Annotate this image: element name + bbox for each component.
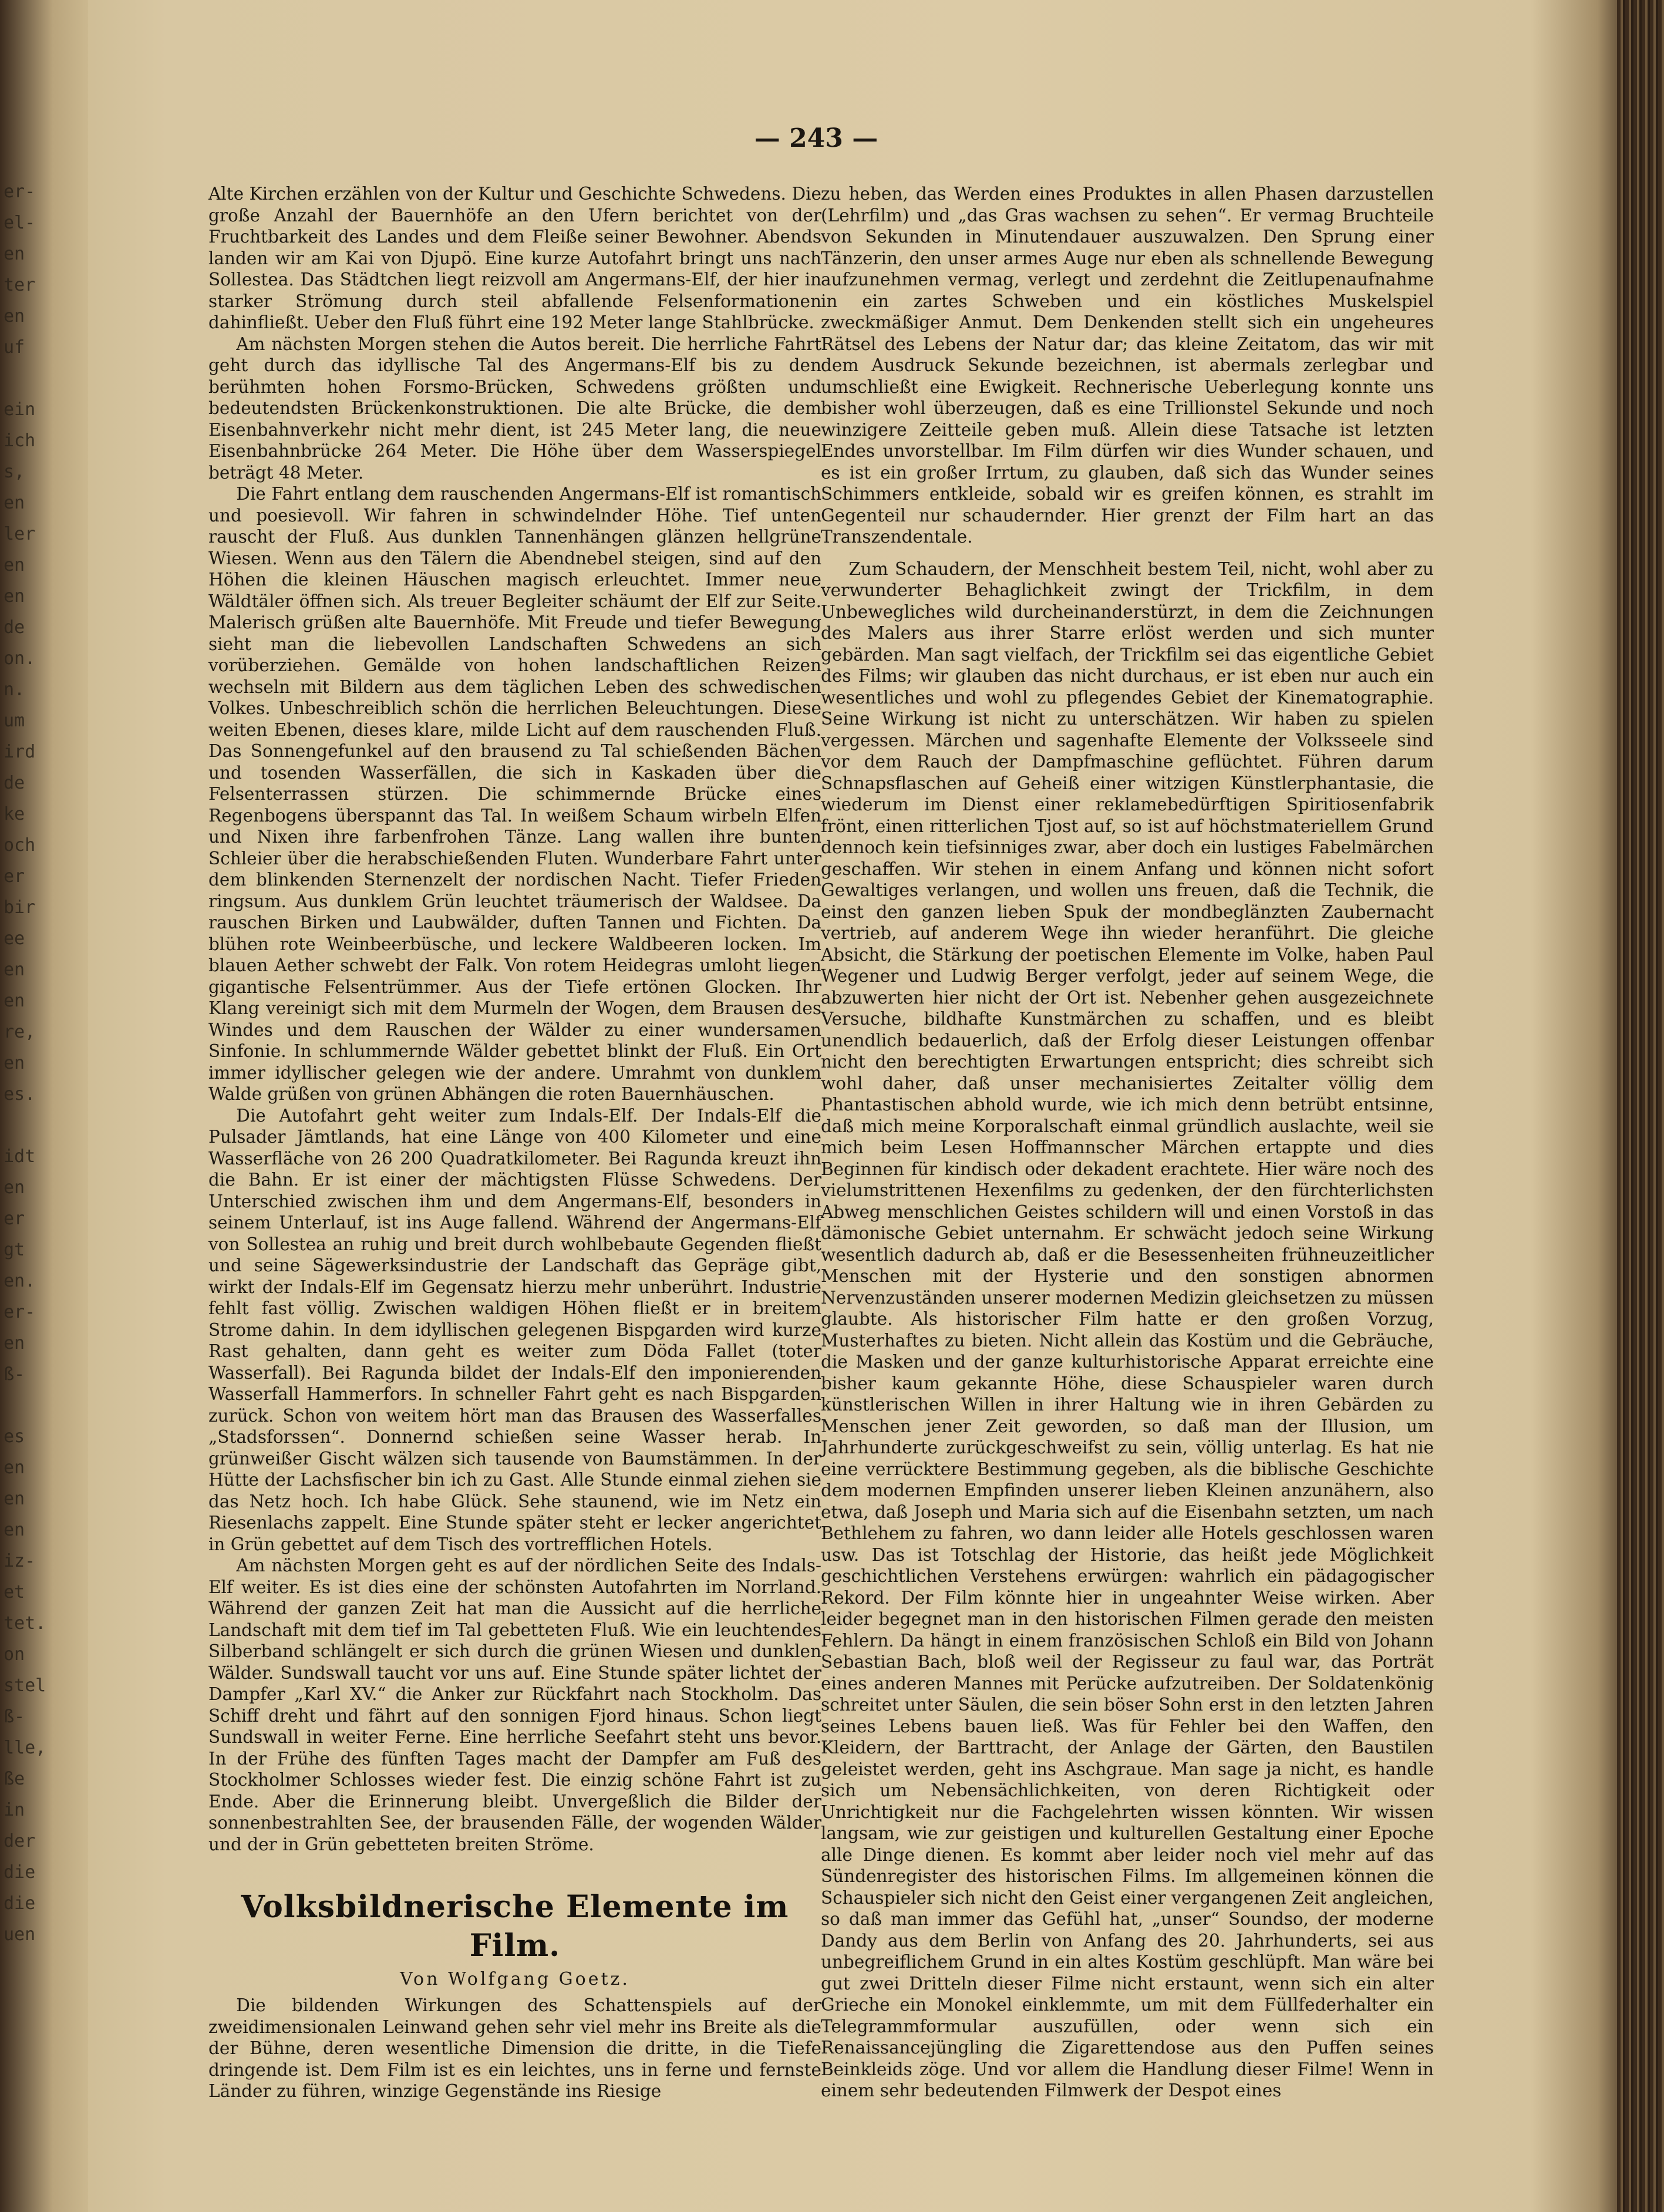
book-binding-edge <box>1617 0 1664 2212</box>
page-number: — 243 — <box>754 123 878 153</box>
facing-page-fragments: er- el- en ter en uf ein ich s, en ler en en de on. n. um ird de ke och er bir ee en en re, en es. idt en er gt en. er- en ß- es en en en iz- et tet. on stel ß- lle, ße in der die die uen <box>4 181 46 1945</box>
paragraph: zu heben, das Werden eines Produktes in allen Phasen darzustellen (Lehrfilm) und „das Gras wachsen zu sehen“. Er vermag Bruchteile von Sekunden in Minutendauer auszuwalzen. Den Sprung einer Tänzerin, den unser armes Auge nur eben als schnellende Bewegung aufzunehmen vermag, verlegt und zerdehnt die Zeitlupenaufnahme in ein zartes Schweben und ein köstliches Muskelspiel zweckmäßiger Anmut. Dem Denkenden stellt sich ein ungeheures Rätsel des Lebens der Natur dar; das kleine Zeitatom, das wir mit dem Ausdruck Sekunde bezeichnen, ist abermals zerlegbar und umschließt eine Ewigkeit. Rechnerische Ueberlegung konnte uns bisher wohl überzeugen, daß es eine Trillionstel Sekunde und noch winzigere Zeitteile geben muß. Allein diese Tatsache ist letzten Endes unvorstellbar. Im Film dürfen wir dies Wunder schauen, und es ist ein großer Irrtum, zu glauben, daß sich das Wunder seines Schimmers entkleide, sobald wir es greifen können, es strahlt im Gegenteil nur schaudernder. Hier grenzt der Film hart an das Transzendentale. <box>821 184 1434 547</box>
paragraph: Alte Kirchen erzählen von der Kultur und Geschichte Schwedens. Die große Anzahl der Bauernhöfe an den Ufern berichtet von der Fruchtbarkeit des Landes und dem Fleiße seiner Bewohner. Abends landen wir am Kai von Djupö. Eine kurze Autofahrt bringt uns nach Sollestea. Das Städtchen liegt reizvoll am Angermans-Elf, der hier in starker Strömung durch steil abfallende Felsenformationen dahinfließt. Ueber den Fluß führt eine 192 Meter lange Stahlbrücke. <box>208 184 821 332</box>
right-column <box>821 183 1434 2102</box>
paragraph: Die Autofahrt geht weiter zum Indals-Elf. Der Indals-Elf die Pulsader Jämtlands, hat eine Länge von 400 Kilometer und eine Wasserfläche von 26 200 Quadratkilometer. Bei Ragunda kreuzt ihn die Bahn. Er ist einer der mächtigsten Flüsse Schwedens. Der Unterschied zwischen ihm und dem Angermans-Elf, besonders in seinem Unterlauf, ist ins Auge fallend. Während der Angermans-Elf von Sollestea an ruhig und breit durch wohlbebaute Gegenden fließt und seine Sägewerksindustrie der Landschaft das Gepräge gibt, wirkt der Indals-Elf im Gegensatz hierzu mehr unberührt. Industrie fehlt fast völlig. Zwischen waldigen Höhen fließt er in breitem Strome dahin. In dem idyllischen gelegenen Bispgarden wird kurze Rast gehalten, dann geht es weiter zum Döda Fallet (toter Wasserfall). Bei Ragunda bildet der Indals-Elf den imponierenden Wasserfall Hammerfors. In schneller Fahrt geht es nach Bispgarden zurück. Schon von weitem hört man das Brausen des Wasserfalles „Stadsforssen“. Donnernd schießen seine Wasser herab. In grünweißer Gischt wälzen sich tausende von Baumstämmen. In der Hütte der Lachsfischer bin ich zu Gast. Alle Stunde einmal ziehen sie das Netz hoch. Ich habe Glück. Sehe staunend, wie im Netz ein Riesenlachs zappelt. Eine Stunde später steht er lecker angerichtet in Grün gebettet auf dem Tisch des vortrefflichen Hotels. <box>208 1105 821 1554</box>
article-byline: Von Wolfgang Goetz. <box>400 1969 630 1989</box>
paragraph: Zum Schaudern, der Menschheit bestem Teil, nicht, wohl aber zu verwunderter Behaglichkeit zwingt der Trickfilm, in dem Unbewegliches wild durcheinanderstürzt, in dem die Zeichnungen des Malers aus ihrer Starre erlöst werden und sich munter gebärden. Man sagt vielfach, der Trickfilm sei das eigentliche Gebiet des Films; wir glauben das nicht durchaus, er ist eben nur auch ein wesentliches und wohl zu pflegendes Gebiet der Kinematographie. Seine Wirkung ist nicht zu unterschätzen. Wir haben zu spielen vergessen. Märchen und sagenhafte Elemente der Volksseele sind vor dem Rauch der Dampfmaschine geflüchtet. Führen darum Schnapsflaschen auf Geheiß einer witzigen Künstlerphantasie, die wiederum im Dienst einer reklamebedürftigen Spiritiosenfabrik frönt, einen ritterlichen Tjost auf, so ist auf höchstmateriellem Grund dennoch kein tiefsinniges zwar, aber doch ein lustiges Fabelmärchen geschaffen. Wir stehen in einem Anfang und können nicht sofort Gewaltiges verlangen, und wollen uns freuen, daß die Technik, die einst den ganzen lieben Spuk der mondbeglänzten Zaubernacht vertrieb, auf anderem Wege ihn wieder heranführt. Die gleiche Absicht, die Stärkung der poetischen Elemente im Volke, haben Paul Wegener und Ludwig Berger verfolgt, jeder auf seinem Wege, die abzuwerten hier nicht der Ort ist. Nebenher gehen ausgezeichnete Versuche, bildhafte Kunstmärchen zu schaffen, und es bleibt unendlich bedauerlich, daß der Erfolg dieser Leistungen offenbar nicht den berechtigten Erwartungen entspricht; dies schreibt sich wohl daher, daß unser mechanisiertes Zeitalter völlig dem Phantastischen abhold wurde, wie ich mich denn betrübt entsinne, daß mich meine Korporalschaft einmal gründlich auslachte, weil sie mich beim Lesen Hoffmannscher Märchen ertappte und dies Beginnen für kindisch oder dekadent erachtete. Hier wäre noch des vielumstrittenen Hexenfilms zu gedenken, der den fürchterlichsten Abweg menschlichen Geistes schildern will und einen Vorstoß in das dämonische Gebiet unternahm. Er schwächt jedoch seine Wirkung wesentlich dadurch ab, daß er die Besessenheiten frühneuzeitlicher Menschen mit der Hysterie und den sonstigen abnormen Nervenzuständen unserer modernen Medizin gleichsetzen zu müssen glaubte. Als historischer Film hatte er den großen Vorzug, Musterhaftes zu bieten. Nicht allein das Kostüm und die Gebräuche, die Masken und der ganze kulturhistorische Apparat erreichte eine bisher kaum gekannte Höhe, diese Schauspieler waren durch künstlerischen Willen in ihrer Haltung wie in ihren Gebärden zu Menschen jener Zeit geworden, so daß man der Illusion, um Jahrhunderte zurückgeschweifst zu sein, völlig unterlag. Es hat nie eine verrücktere Bestimmung gegeben, als die biblische Geschichte dem modernen Empfinden unserer lieben Kleinen anzunähern, also etwa, daß Joseph und Maria sich auf die Eisenbahn setzten, um nach Bethlehem zu fahren, wo dann leider alle Hotels geschlossen waren usw. Das ist Totschlag der Historie, das heißt jede Möglichkeit geschichtlichen Verstehens erwürgen: wahrlich ein pädagogischer Rekord. Der Film könnte hier in ungeahnter Weise wirken. Aber leider begegnet man in den historischen Filmen gerade den meisten Fehlern. Da hängt in einem französischen Schloß ein Bild von Johann Sebastian Bach, bloß weil der Regisseur zu faul war, das Porträt eines anderen Mannes mit Perücke aufzutreiben. Der Soldatenkönig schreitet unter Säulen, die sein böser Sohn erst in den letzten Jahren seines Lebens bauen ließ. Was für Fehler bei den Waffen, den Kleidern, der Barttracht, der Anlage der Gärten, den Baustilen geleistet werden, geht ins Aschgraue. Man sage ja nicht, es handle sich um Nebensächlichkeiten, von deren Richtigkeit oder Unrichtigkeit nur die Fachgelehrten wissen könnten. Wir wissen langsam, wie zur geistigen und kulturellen Gestaltung einer Epoche alle Dinge dienen. Es kommt aber leider noch viel mehr auf das Sündenregister des historischen Films. Im allgemeinen können die Schauspieler sich nicht den Geist einer vergangenen Zeit angleichen, so daß man immer das Gefühl hat, „unser“ Soundso, der moderne Dandy aus dem Berlin von Anfang des 20. Jahrhunderts, sei aus unbegreiflichem Grund in ein altes Kostüm geschlüpft. Man wäre bei gut zwei Dritteln dieser Filme nicht erstaunt, wenn sich ein alter Grieche ein Monokel einklemmte, um mit dem Füllfederhalter ein Telegrammformular auszufüllen, oder wenn sich ein Renaissancejüngling die Zigarettendose aus den Puffen seines Beinkleids zöge. Und vor allem die Handlung dieser Filme! Wenn in einem sehr bedeutenden Filmwerk der Despot eines <box>821 558 1434 2100</box>
paragraph: Am nächsten Morgen stehen die Autos bereit. Die herrliche Fahrt geht durch das idyllische Tal des Angermans-Elf bis zu den berühmten hohen Forsmo-Brücken, Schwedens größten und bedeutendsten Brückenkonstruktionen. Die alte Brücke, die dem Eisenbahnverkehr nicht mehr dient, ist 245 Meter lang, die neue Eisenbahnbrücke 264 Meter. Die Höhe über dem Wasserspiegel beträgt 48 Meter. <box>208 334 821 483</box>
paragraph: Am nächsten Morgen geht es auf der nördlichen Seite des Indals-Elf weiter. Es ist dies eine der schönsten Autofahrten im Norrland. Während der ganzen Zeit hat man die Aussicht auf die herrliche Landschaft mit dem tief im Tal gebetteten Fluß. Wie ein leuchtendes Silberband schlängelt er sich durch die grünen Wiesen und dunklen Wälder. Sundswall taucht vor uns auf. Eine Stunde später lichtet der Dampfer „Karl XV.“ die Anker zur Rückfahrt nach Stockholm. Das Schiff dreht und fährt auf den sonnigen Fjord hinaus. Schon liegt Sundswall in weiter Ferne. Eine herrliche Seefahrt steht uns bevor. In der Frühe des fünften Tages macht der Dampfer am Fuß des Stockholmer Schlosses wieder fest. Die einzig schöne Fahrt ist zu Ende. Aber die Erinnerung bleibt. Unvergeßlich die Bilder der sonnenbestrahlten See, der brausenden Fälle, der wogenden Wälder und der in Grün gebetteten breiten Ströme. <box>208 1556 821 1854</box>
paragraph-gap <box>821 548 1434 558</box>
facing-page-edge <box>0 0 88 2212</box>
article-title: Volksbildnerische Elemente im Film. <box>241 1889 789 1964</box>
left-column <box>208 183 821 2102</box>
paragraph: Die Fahrt entlang dem rauschenden Angermans-Elf ist romantisch und poesievoll. Wir fahren in schwindelnder Höhe. Tief unten rauscht der Fluß. Aus dunklen Tannenhängen glänzen hellgrüne Wiesen. Wenn aus den Tälern die Abendnebel steigen, sind auf den Höhen die kleinen Häuschen magisch erleuchtet. Immer neue Wäldtäler öffnen sich. Als treuer Begleiter schäumt der Elf zur Seite. Malerisch grüßen alte Bauernhöfe. Mit Freude und tiefer Bewegung sieht man die liebevollen Landschaften Schwedens an sich vorüberziehen. Gemälde von hohen landschaftlichen Reizen wechseln mit Bildern aus dem täglichen Leben des schwedischen Volkes. Unbeschreiblich schön die herrlichen Beleuchtungen. Diese weiten Ebenen, dieses klare, milde Licht auf dem rauschenden Fluß. Das Sonnengefunkel auf den brausend zu Tal schießenden Bächen und tosenden Wasserfällen, die sich in Kaskaden über die Felsenterrassen stürzen. Die schimmernde Brücke eines Regenbogens überspannt das Tal. In weißem Schaum wirbeln Elfen und Nixen ihre farbenfrohen Tänze. Lang wallen ihre bunten Schleier über die herabschießenden Fluten. Wunderbare Fahrt unter dem blinkenden Sternenzelt der nordischen Nacht. Tiefer Frieden ringsum. Aus dunklem Grün leuchtet träumerisch der Waldsee. Da rauschen Birken und Laubwälder, duften Tannen und Fichten. Da blühen rote Weinbeerbüsche, und leckere Waldbeeren locken. Im blauen Aether schwebt der Falk. Von rotem Heidegras umloht liegen gigantische Felsentrümmer. Aus der Tiefe ertönen Glocken. Ihr Klang vereinigt sich mit dem Murmeln der Wogen, dem Brausen des Windes und dem Rauschen der Wälder zu einer wundersamen Sinfonie. In schlummernde Wälder gebettet blinkt der Fluß. Ein Ort immer idyllischer gelegen wie der andere. Umrahmt von dunklem Walde grüßen von grünen Abhängen die roten Bauernhäuschen. <box>208 484 821 1104</box>
paragraph: Die bildenden Wirkungen des Schattenspiels auf der zweidimensionalen Leinwand gehen sehr viel mehr ins Breite als die der Bühne, deren wesentliche Dimension die dritte, in die Tiefe dringende ist. Dem Film ist es ein leichtes, uns in ferne und fernste Länder zu führen, winzige Gegenstände ins Riesige <box>208 1995 821 2101</box>
